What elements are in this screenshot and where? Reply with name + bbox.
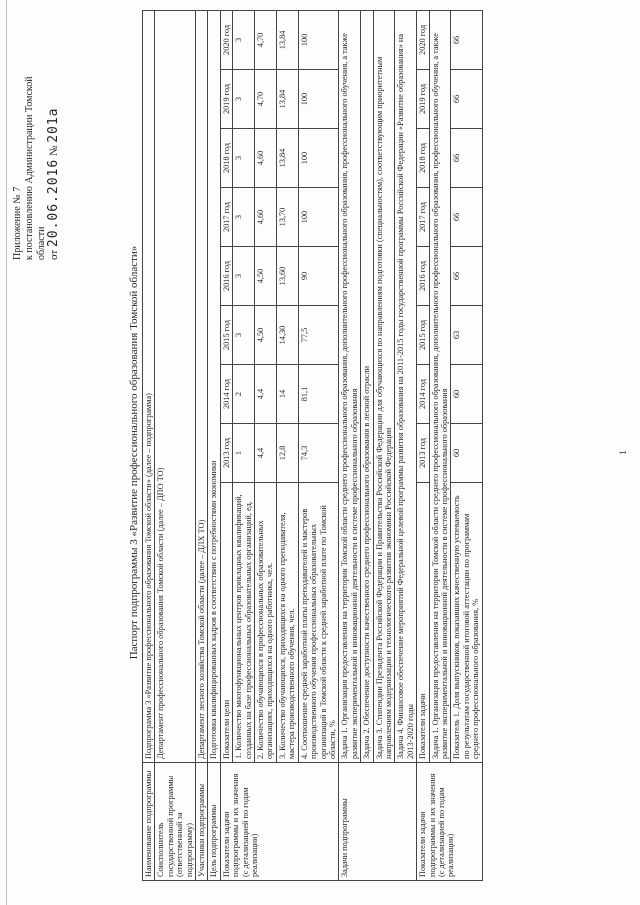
task-indicator-value: 66 (451, 247, 482, 306)
year-header: 2020 год (417, 10, 429, 69)
indicator-value: 3 (233, 247, 255, 306)
row-label: Показатели задачи подпрограммы и их значения (с детализацией по годам реализации) (417, 763, 482, 881)
row-label: Наименование подпрограммы (143, 763, 155, 881)
task-indicator-value: 60 (451, 424, 482, 483)
document-title: Паспорт подпрограммы 3 «Развитие профессионального образования Томской области» (128, 245, 140, 660)
table-row (255, 10, 277, 880)
indicator-text: 3. Количество обучающихся, приходящихся на одного преподавателя, мастера производственного обучения, чел. (276, 483, 298, 763)
indicators-header: Показатели цели (220, 483, 232, 763)
year-header: 2017 год (220, 188, 232, 247)
indicator-text: 2. Количество обучающихся в профессиональных образовательных организациях, приходящихся на одного работника, чел. (255, 483, 277, 763)
table-row (298, 10, 339, 880)
year-header: 2013 год (220, 424, 232, 483)
passport-table (142, 10, 483, 881)
indicator-value: 3 (233, 129, 255, 188)
indicator-value: 4,70 (255, 10, 277, 69)
resolution-date-line (48, 20, 60, 260)
number-prefix: № (48, 145, 60, 157)
task-indicator-value: 60 (451, 365, 482, 424)
year-header: 2015 год (220, 306, 232, 365)
region-name: области (36, 226, 47, 260)
date-value: 20.06.2016 (46, 158, 61, 248)
year-header: 2018 год (220, 129, 232, 188)
table-row (361, 10, 373, 880)
indicator-value: 3 (233, 306, 255, 365)
table-row (417, 10, 429, 880)
table-row (429, 10, 451, 880)
indicator-value: 100 (298, 10, 339, 69)
task-text: Задача 1. Организация предоставления на территории Томской области среднего профессионального образования, дополнительного профессионального образования, профессионального обучения, а также развитие экспериментальной и инновационной деятельности в системе профессионального образования (429, 10, 451, 762)
table-row (220, 10, 232, 880)
year-header: 2020 год (220, 10, 232, 69)
indicator-value: 12,8 (276, 424, 298, 483)
row-label: Соисполнитель государственной программы (ответственный за подпрограмму) (155, 763, 196, 881)
year-header: 2019 год (417, 70, 429, 129)
table-row (395, 10, 417, 880)
indicator-value: 3 (233, 70, 255, 129)
year-header: 2014 год (220, 365, 232, 424)
number-value: 201а (46, 107, 61, 143)
table-row (196, 10, 208, 880)
year-header: 2018 год (417, 129, 429, 188)
year-header: 2013 год (417, 424, 429, 483)
indicator-value: 4,4 (255, 424, 277, 483)
indicator-value: 2 (233, 365, 255, 424)
task-text: Задача 2. Обеспечение доступности качественного среднего профессионального образования в лесной отрасли (361, 10, 373, 762)
task-indicator-value: 63 (451, 306, 482, 365)
indicator-value: 100 (298, 70, 339, 129)
indicator-value: 3 (233, 10, 255, 69)
row-value: Департамент лесного хозяйства Томской области (далее – ДЛХ ТО) (196, 10, 208, 762)
indicator-value: 81,1 (298, 365, 339, 424)
indicator-value: 3 (233, 188, 255, 247)
indicator-value: 13,60 (276, 247, 298, 306)
indicator-value: 13,84 (276, 10, 298, 69)
row-value: Подпрограмма 3 «Развитие профессионального образования Томской области» (далее – подпрограмма) (143, 10, 155, 762)
year-header: 2019 год (220, 70, 232, 129)
indicator-value: 4,70 (255, 70, 277, 129)
task-indicator-value: 66 (451, 188, 482, 247)
task-text: Задача 4. Финансовое обеспечение мероприятий Федеральной целевой программы развития образования на 2011-2015 годы государственной программы Российской Федерации «Развитие образования» на 2013-2020 годы (395, 10, 417, 762)
task-indicator-value: 66 (451, 70, 482, 129)
indicator-value: 13,70 (276, 188, 298, 247)
indicator-text: 1. Количество многофункциональных центров прикладных квалификаций, созданных на базе профессиональных образовательных организаций, ед. (233, 483, 255, 763)
table-row (143, 10, 155, 880)
year-header: 2015 год (417, 306, 429, 365)
table-row (339, 10, 361, 880)
indicator-value: 1 (233, 424, 255, 483)
task-indicator-text: Показатель 1. Доля выпускников, показавших качественную успеваемость по результатам государственной итоговой аттестации по программам среднего профессионального образования, % (451, 483, 482, 763)
indicator-value: 14 (276, 365, 298, 424)
table-row (373, 10, 395, 880)
indicator-value: 100 (298, 188, 339, 247)
table-row (155, 10, 196, 880)
indicator-value: 90 (298, 247, 339, 306)
indicator-value: 77,5 (298, 306, 339, 365)
row-value: Департамент профессионального образования Томской области (далее – ДПО ТО) (155, 10, 196, 762)
indicator-value: 4,60 (255, 188, 277, 247)
indicator-value: 74,3 (298, 424, 339, 483)
row-value: Подготовка квалифицированных кадров в соответствии с потребностями экономики (208, 10, 220, 762)
indicator-value: 13,84 (276, 70, 298, 129)
indicator-value: 4,50 (255, 306, 277, 365)
year-header: 2017 год (417, 188, 429, 247)
indicator-value: 13,84 (276, 129, 298, 188)
date-prefix: от (48, 249, 60, 260)
table-row (208, 10, 220, 880)
year-header: 2016 год (417, 247, 429, 306)
indicator-value: 4,50 (255, 247, 277, 306)
table-row (451, 10, 482, 880)
indicator-value: 14,30 (276, 306, 298, 365)
indicator-text: 4. Соотношение средней заработной платы преподавателей и мастеров производственного обучения профессиональных образовательных организаций в Томской области к средней заработной плате по Томской области, % (298, 483, 339, 763)
year-header: 2014 год (417, 365, 429, 424)
year-header: 2016 год (220, 247, 232, 306)
table-row (276, 10, 298, 880)
indicator-value: 4,60 (255, 129, 277, 188)
task-indicators-header: Показатели задачи (417, 483, 429, 763)
row-label: Цель подпрограммы (208, 763, 220, 881)
page-number: 1 (618, 450, 628, 455)
indicator-value: 4,4 (255, 365, 277, 424)
indicator-value: 100 (298, 129, 339, 188)
resolution-ref: к постановлению Администрации Томской (24, 76, 35, 260)
table-row (233, 10, 255, 880)
appendix-header (12, 20, 60, 260)
task-indicator-value: 66 (451, 10, 482, 69)
task-text: Задача 3. Стипендии Президента Российской Федерации и Правительства Российской Федерации для обучающихся по направлениям подготовки (специальностям), соответствующим приоритетным направлениям модернизации и технологического развития экономики Российской Федерации (373, 10, 395, 762)
task-text: Задача 1. Организация предоставления на территории Томской области среднего профессионального образования, дополнительного профессионального образования, профессионального обучения, а также развитие экспериментальной и инновационной деятельности в системе профессионального образования (339, 10, 361, 762)
row-label: Показатели задачи подпрограммы и их значения (с детализацией по годам реализации) (220, 763, 338, 881)
task-indicator-value: 66 (451, 129, 482, 188)
appendix-number: Приложение № 7 (12, 186, 23, 260)
row-label: Участники подпрограммы (196, 763, 208, 881)
row-label: Задачи подпрограммы (339, 763, 417, 881)
